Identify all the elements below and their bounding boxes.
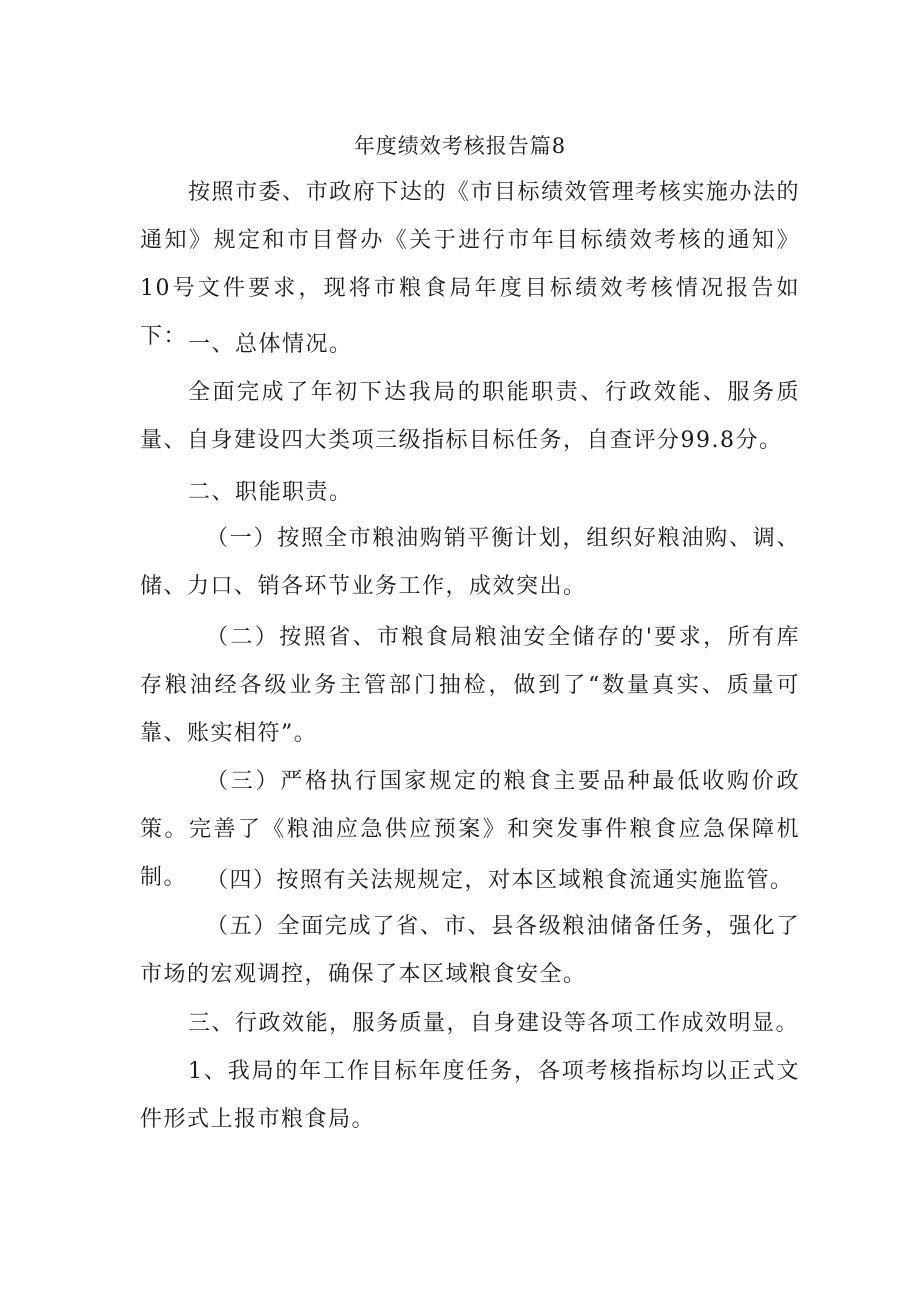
paragraph-duty-2: （二）按照省、市粮食局粮油安全储存的'要求，所有库存粮油经各级业务主管部门抽检，做到了“数量真实、质量可靠、账实相符”。 bbox=[140, 625, 800, 746]
paragraph-duty-1: （一）按照全市粮油购销平衡计划，组织好粮油购、调、储、力口、销各环节业务工作，成效突出。 bbox=[140, 526, 800, 599]
paragraph-duty-5: （五）全面完成了省、市、县各级粮油储备任务，强化了市场的宏观调控，确保了本区域粮食安全。 bbox=[140, 914, 800, 987]
paragraph-intro: 按照市委、市政府下达的《市目标绩效管理考核实施办法的通知》规定和市目督办《关于进行市年目标绩效考核的通知》10号文件要求，现将市粮食局年度目标绩效考核情况报告如下： bbox=[140, 180, 800, 349]
paragraph-duty-3: （三）严格执行国家规定的粮食主要品种最低收购价政策。完善了《粮油应急供应预案》和突发事件粮食应急保障机制。 bbox=[140, 769, 800, 890]
paragraph-overall: 全面完成了年初下达我局的职能职责、行政效能、服务质量、自身建设四大类项三级指标目标任务，自查评分99.8分。 bbox=[140, 380, 800, 453]
paragraph-efficiency-1: 1、我局的年工作目标年度任务，各项考核指标均以正式文件形式上报市粮食局。 bbox=[140, 1059, 800, 1132]
heading-duties: 二、职能职责。 bbox=[188, 480, 353, 505]
page-title: 年度绩效考核报告篇8 bbox=[353, 134, 567, 158]
heading-efficiency: 三、行政效能，服务质量，自身建设等各项工作成效明显。 bbox=[188, 1011, 800, 1036]
paragraph-duty-4: （四）按照有关法规规定，对本区域粮食流通实施监管。 bbox=[206, 868, 794, 893]
heading-overall: 一、总体情况。 bbox=[188, 332, 353, 357]
